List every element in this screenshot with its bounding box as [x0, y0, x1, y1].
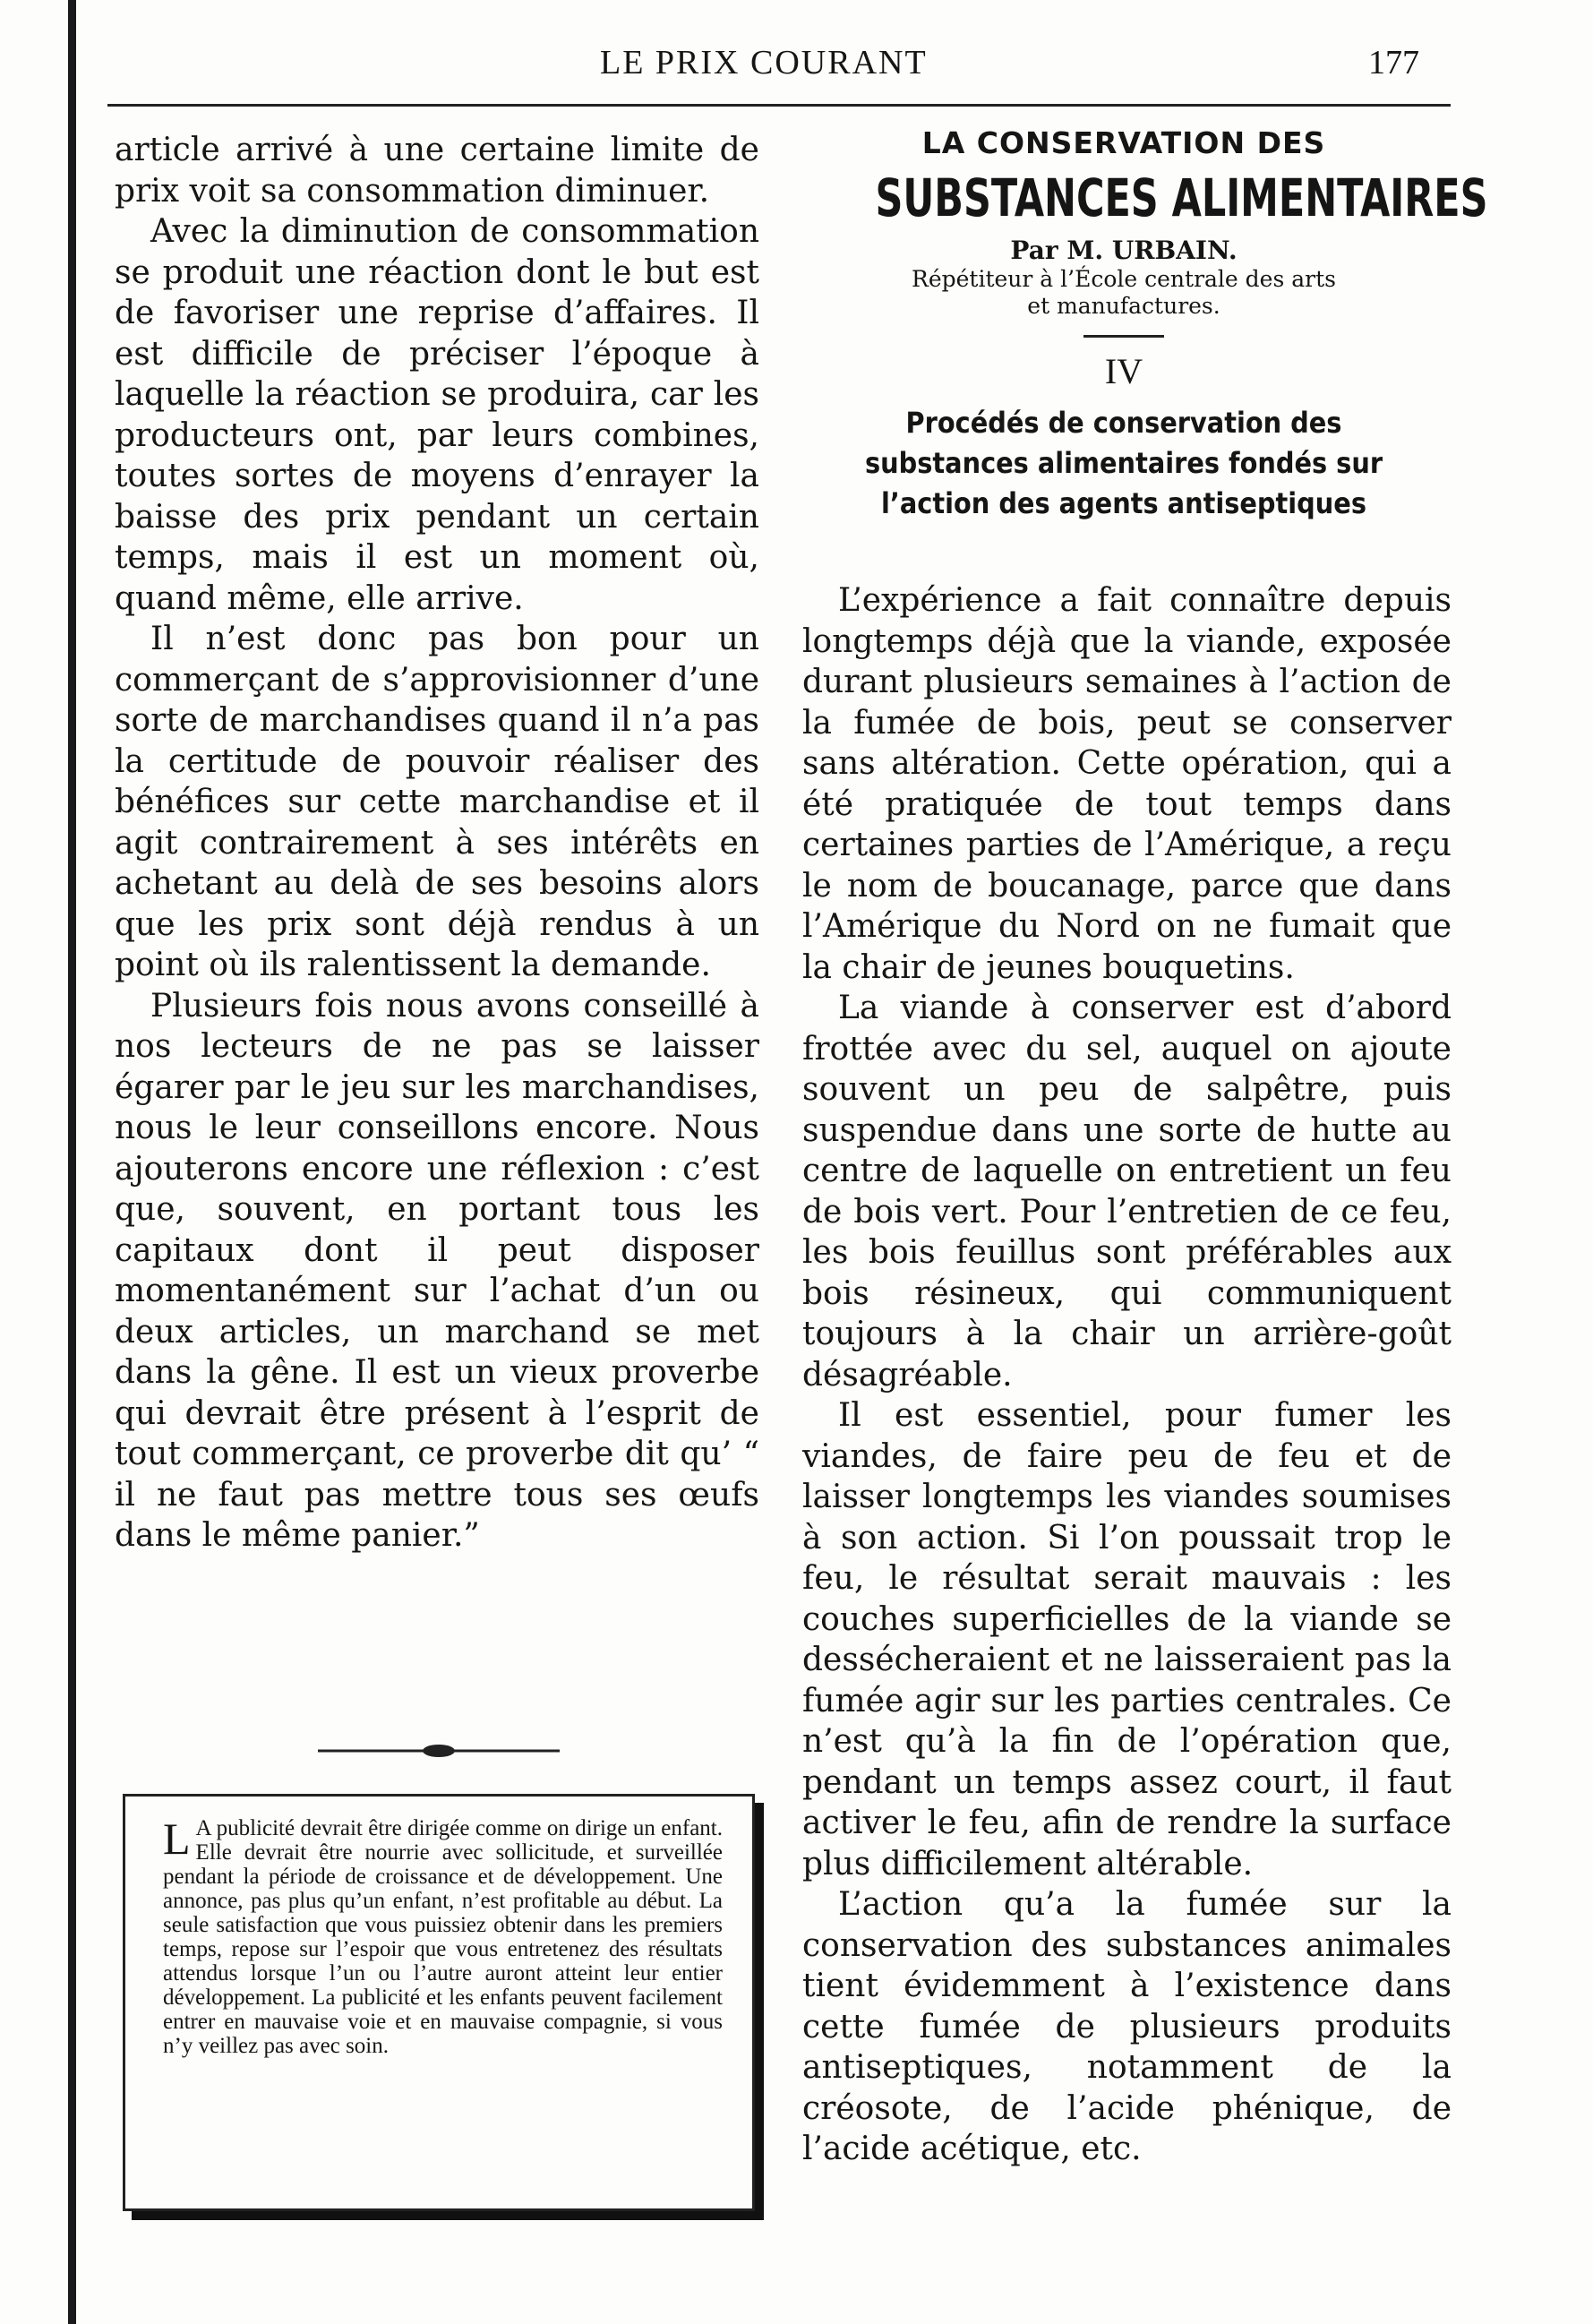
running-title: LE PRIX COURANT [600, 44, 928, 81]
ornament-divider [318, 1742, 560, 1760]
running-head [107, 36, 1451, 90]
section-title: Procédés de conservation des substances alimentaires fondés sur l’action des agents antiseptiques [864, 406, 1383, 520]
left-paragraph-4: Plusieurs fois nous avons conseillé à nos lecteurs de ne pas se laisser égarer par le jeu sur les marchandises, nous le leur conseillons encore. Nous ajouterons encore une réflexion : c’est que, souvent, en portant tous les capitaux dont il peut disposer momentanément sur l’achat d’un ou deux articles, un marchand se met dans la gêne. Il est un vieux proverbe qui devrait être présent à l’esprit de tout commerçant, ce proverbe dit qu’ “ il ne faut pas mettre tous ses œufs dans le même panier.” [115, 987, 759, 1554]
left-paragraph-2: Avec la diminution de consommation se produit une réaction dont le but est de favoriser une reprise d’affaires. Il est difficile de préciser l’époque à laquelle la réaction se produira, car les producteurs ont, par leurs combines, toutes sortes de moyens d’enrayer la baisse des prix pendant un certain temps, mais il est un moment où, quand même, elle arrive. [115, 213, 759, 617]
notice-drop-cap: L [163, 1814, 191, 1864]
left-paragraph-1: article arrivé à une certaine limite de prix voit sa consommation diminuer. [115, 132, 759, 210]
heading-rule [1083, 335, 1164, 338]
author-affiliation-line-2: et manufactures. [1027, 293, 1220, 319]
left-column [115, 130, 759, 1556]
right-paragraph-2: La viande à conserver est d’abord frottée avec du sel, auquel on ajoute souvent un peu de salpêtre, puis suspendue dans une sorte de hutte au centre de laquelle on entretient un feu de bois vert. Pour l’entretien de ce feu, les bois feuillus sont préférables aux bois résineux, qui communiquent toujours à la chair un arrière-goût désagréable. [802, 990, 1452, 1394]
header-rule [107, 104, 1451, 107]
article-byline: Par M. URBAIN. [1010, 236, 1238, 265]
right-paragraph-4: L’action qu’a la fumée sur la conservation des substances animales tient évidemment à l’existence dans cette fumée de plusieurs produits antiseptiques, notamment de la créosote, de l’acide phénique, de l’acide acétique, etc. [802, 1886, 1452, 2167]
notice-text-block [163, 1816, 723, 2058]
article-heading [788, 125, 1488, 524]
right-paragraph-1: L’expérience a fait connaître depuis longtemps déjà que la viande, exposée durant plusieurs semaines à l’action de la fumée de bois, peut se conserver sans altération. Cette opération, qui a été pratiquée de tout temps dans certaines parties de l’Amérique, a reçu le nom de boucanage, parce que dans l’Amérique du Nord on ne fumait que la chair de jeunes bouquetins. [802, 582, 1452, 986]
author-affiliation-line-1: Répétiteur à l’École centrale des arts [912, 266, 1336, 292]
article-title: SUBSTANCES ALIMENTAIRES [875, 167, 1488, 228]
page-number: 177 [1368, 44, 1419, 81]
right-column [802, 580, 1452, 2170]
section-number: IV [1104, 351, 1143, 391]
right-paragraph-3: Il est essentiel, pour fumer les viandes, de faire peu de feu et de laisser longtemps les viandes soumises à son action. Si l’on poussait trop le feu, le résultat serait mauvais : les couches superficielles de la viande se dessécheraient et ne laisseraient pas la fumée agir sur les parties centrales. Ce n’est qu’à la fin de l’opération que, pendant un temps assez court, il faut activer le feu, afin de rendre la surface plus difficilement altérable. [802, 1397, 1452, 1882]
article-kicker: LA CONSERVATION DES [921, 125, 1326, 160]
left-paragraph-3: Il n’est donc pas bon pour un commerçant de s’approvisionner d’une sorte de marchandises quand il n’a pas la certitude de pouvoir réaliser des bénéfices sur cette marchandise et il agit contrairement à ses intérêts en achetant au delà de ses besoins alors que les prix sont déjà rendus à un point où ils ralentissent la demande. [115, 621, 759, 983]
publicity-notice-box [123, 1794, 755, 2211]
binding-edge [68, 0, 76, 2324]
notice-text: A publicité devrait être dirigée comme on dirige un enfant. Elle devrait être nourrie avec sollicitude, et surveillée pendant la période de croissance et de développement. Une annonce, pas plus qu’un enfant, n’est profitable au début. La seule satisfaction que vous puissiez obtenir dans les premiers temps, repose sur l’espoir que vous entretenez des résultats attendus lorsque l’un ou l’autre auront atteint leur entier développement. La publicité et les enfants peuvent facilement entrer en mauvaise voie et en mauvaise compagnie, si vous n’y veillez pas avec soin. [163, 1816, 723, 2058]
